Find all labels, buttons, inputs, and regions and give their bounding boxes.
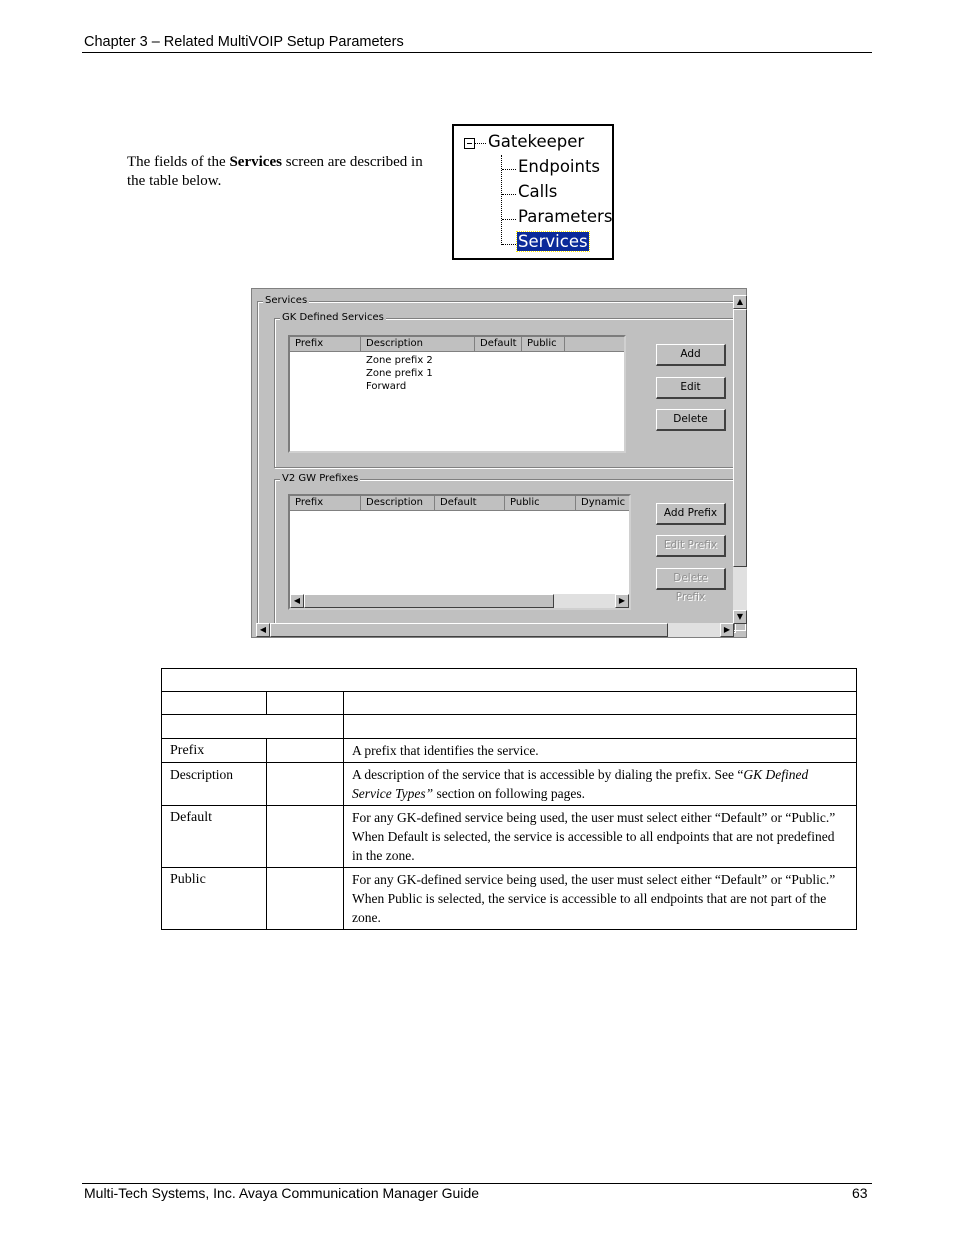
intro-before: The fields of the [127, 154, 230, 170]
add-button[interactable]: Add [656, 344, 726, 366]
edit-prefix-button[interactable]: Edit Prefix [656, 535, 726, 557]
desc-reference: GK Defined Service Types” [352, 767, 809, 801]
field-description: For any GK-defined service being used, the user must select either “Default” or “Public.” When Public is selected, the service is accessible to all endpoints that are not part of the zone. [344, 868, 857, 930]
gk-col-prefix[interactable]: Prefix [290, 337, 361, 351]
field-description: For any GK-defined service being used, the user must select either “Default” or “Public.” When Default is selected, the service is accessible to all endpoints that are not predefined in the zone. [344, 806, 857, 868]
table-row [162, 868, 857, 930]
services-field-table [161, 668, 857, 930]
table-title-row [162, 669, 857, 692]
scroll-thumb[interactable] [304, 594, 554, 608]
table-row [162, 739, 857, 763]
gk-group-title: GK Defined Services [282, 312, 384, 323]
gk-col-description[interactable]: Description [361, 337, 475, 351]
scroll-left-icon[interactable]: ◀ [290, 594, 304, 608]
field-description: A prefix that identifies the service. [344, 739, 857, 763]
scroll-right-icon[interactable]: ▶ [720, 623, 734, 637]
delete-button[interactable]: Delete [656, 409, 726, 431]
gk-list-header [290, 337, 624, 352]
tree-item-endpoints[interactable]: Endpoints [518, 157, 601, 176]
services-dialog [251, 288, 747, 638]
v2-group-title: V2 GW Prefixes [282, 473, 359, 484]
v2-col-default[interactable]: Default [435, 496, 505, 510]
list-item[interactable]: Zone prefix 2 [366, 355, 433, 366]
v2-col-public[interactable]: Public [505, 496, 576, 510]
list-item[interactable]: Forward [366, 381, 407, 392]
scroll-thumb[interactable] [270, 623, 668, 637]
delete-prefix-button[interactable]: Delete Prefix [656, 568, 726, 590]
tree-connector [502, 244, 516, 245]
field-values [267, 868, 344, 930]
v2-col-prefix[interactable]: Prefix [290, 496, 361, 510]
dialog-vscrollbar[interactable] [733, 295, 747, 624]
field-description [344, 763, 857, 806]
tree-item-services[interactable]: Services [518, 232, 588, 251]
tree-connector [474, 143, 486, 144]
gk-col-public[interactable]: Public [522, 337, 565, 351]
desc-text: A description of the service that is accessible by dialing the prefix. See “ [352, 767, 744, 782]
tree-item-calls[interactable]: Calls [518, 182, 558, 201]
v2-col-dynamic[interactable]: Dynamic [581, 497, 626, 508]
tree-item-parameters[interactable]: Parameters [518, 207, 613, 226]
running-header: Chapter 3 – Related MultiVOIP Setup Parameters [84, 34, 404, 50]
scroll-down-icon[interactable]: ▼ [733, 610, 747, 624]
running-footer: Multi-Tech Systems, Inc. Avaya Communication Manager Guide [84, 1185, 480, 1201]
scroll-up-icon[interactable]: ▲ [733, 295, 747, 309]
tree-item-gatekeeper[interactable]: Gatekeeper [488, 132, 585, 151]
tree-connector [502, 169, 516, 170]
field-name: Prefix [162, 739, 267, 763]
v2-prefixes-list[interactable] [288, 494, 631, 610]
table-row [162, 806, 857, 868]
dialog-hscrollbar[interactable] [256, 623, 734, 637]
field-name: Public [162, 868, 267, 930]
intro-bold: Services [229, 154, 282, 170]
field-name: Description [162, 763, 267, 806]
v2-col-description[interactable]: Description [361, 496, 435, 510]
header-rule [82, 52, 872, 53]
v2-list-header [290, 496, 629, 511]
intro-paragraph [127, 153, 427, 191]
list-item[interactable]: Zone prefix 1 [366, 368, 433, 379]
edit-button[interactable]: Edit [656, 377, 726, 399]
navigation-tree [452, 124, 614, 260]
scroll-right-icon[interactable]: ▶ [615, 594, 629, 608]
table-row [162, 763, 857, 806]
v2-list-hscrollbar[interactable] [290, 594, 629, 608]
table-header-row [162, 692, 857, 715]
add-prefix-button[interactable]: Add Prefix [656, 503, 726, 525]
footer-rule [82, 1183, 872, 1184]
gk-services-list[interactable] [288, 335, 626, 453]
scroll-left-icon[interactable]: ◀ [256, 623, 270, 637]
scroll-thumb[interactable] [733, 309, 747, 567]
tree-connector [502, 194, 516, 195]
gk-col-default[interactable]: Default [475, 337, 522, 351]
table-section-row [162, 715, 857, 739]
field-values [267, 739, 344, 763]
field-values [267, 806, 344, 868]
field-values [267, 763, 344, 806]
tree-connector [502, 219, 516, 220]
desc-text: section on following pages. [433, 786, 585, 801]
page-number: 63 [852, 1185, 868, 1201]
field-name: Default [162, 806, 267, 868]
services-group-title: Services [265, 295, 308, 306]
intro-after: screen are described in the table below. [127, 154, 423, 189]
